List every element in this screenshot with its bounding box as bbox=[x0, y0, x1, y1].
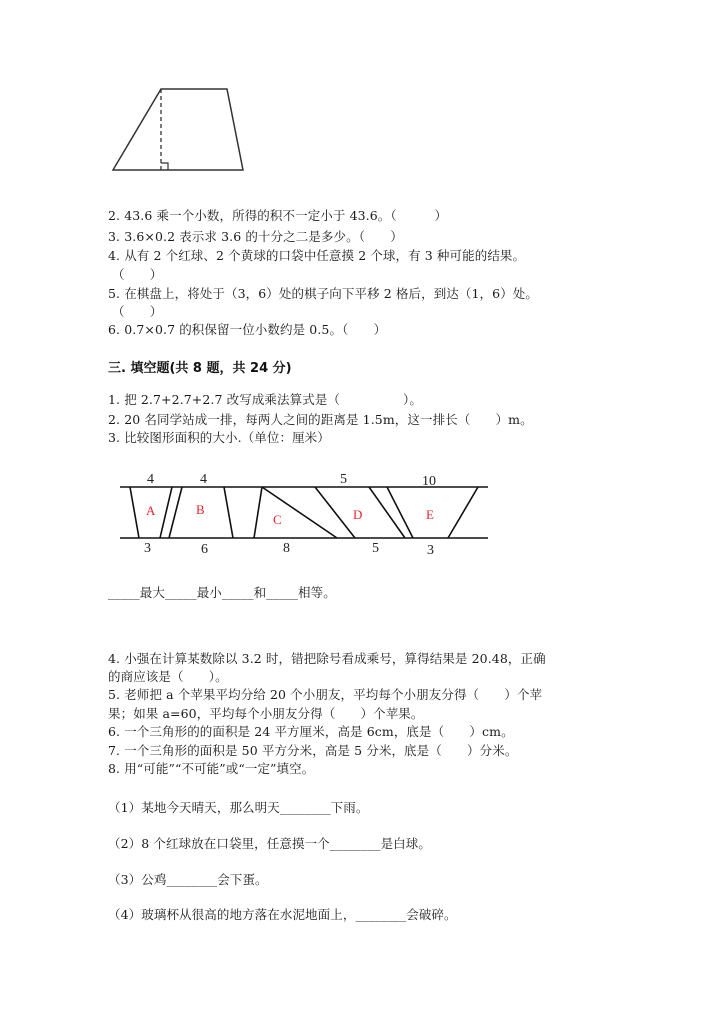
section-heading-fill-in: 三. 填空题(共 8 题，共 24 分) bbox=[108, 361, 292, 376]
bottom-label-b: 6 bbox=[201, 542, 208, 557]
shape-label-e: E bbox=[426, 507, 434, 522]
top-label-b: 4 bbox=[200, 472, 207, 487]
bottom-label-a: 3 bbox=[144, 541, 151, 556]
fill-item-1: 1. 把 2.7+2.7+2.7 改写成乘法算式是（ ）。 bbox=[108, 392, 422, 407]
judgement-item-6: 6. 0.7×0.7 的积保留一位小数约是 0.5。（ ） bbox=[108, 322, 387, 337]
fill-item-8-sub-4: （4）玻璃杯从很高的地方落在水泥地面上，________会破碎。 bbox=[108, 907, 457, 922]
top-label-a: 4 bbox=[147, 472, 154, 487]
fill-item-5: 5. 老师把 a 个苹果平均分给 20 个小朋友，平均每个小朋友分得（ ）个苹 bbox=[108, 687, 543, 702]
fill-item-8: 8. 用“可能”“不可能”或“一定”填空。 bbox=[108, 761, 315, 776]
fill-item-8-sub-2: （2）8 个红球放在口袋里，任意摸一个________是白球。 bbox=[108, 836, 431, 851]
fill-item-8-sub-3: （3）公鸡________会下蛋。 bbox=[108, 872, 268, 887]
fill-item-3: 3. 比较图形面积的大小.（单位：厘米） bbox=[108, 430, 330, 445]
judgement-item-4-answer: （ ） bbox=[112, 267, 163, 282]
area-comparison-figure bbox=[110, 465, 490, 565]
fill-item-2: 2. 20 名同学站成一排，每两人之间的距离是 1.5m，这一排长（ ）m。 bbox=[108, 412, 533, 427]
judgement-item-4: 4. 从有 2 个红球、2 个黄球的口袋中任意摸 2 个球，有 3 种可能的结果。 bbox=[108, 248, 526, 263]
bottom-label-c: 8 bbox=[283, 541, 290, 556]
fill-item-4: 4. 小强在计算某数除以 3.2 时，错把除号看成乘号，算得结果是 20.48，正确 bbox=[108, 651, 546, 666]
trapezoid-figure bbox=[100, 70, 300, 190]
bottom-label-d: 5 bbox=[372, 541, 379, 556]
shape-label-a: A bbox=[146, 503, 156, 518]
judgement-item-2: 2. 43.6 乘一个小数，所得的积不一定小于 43.6。（ ） bbox=[108, 208, 448, 223]
judgement-item-3: 3. 3.6×0.2 表示求 3.6 的十分之二是多少。（ ） bbox=[108, 229, 403, 244]
fill-item-7: 7. 一个三角形的面积是 50 平方分米，高是 5 分米，底是（ ）分米。 bbox=[108, 743, 518, 758]
shape-label-d: D bbox=[353, 507, 363, 522]
judgement-item-5-answer: （ ） bbox=[112, 304, 163, 319]
shape-label-c: C bbox=[273, 512, 282, 527]
fill-item-4-cont: 的商应该是（ ）。 bbox=[108, 669, 228, 684]
fill-item-5-cont: 果；如果 a=60，平均每个小朋友分得（ ）个苹果。 bbox=[108, 706, 424, 721]
area-compare-answer-line: _____最大_____最小_____和_____相等。 bbox=[108, 585, 336, 600]
shape-label-b: B bbox=[196, 502, 205, 517]
judgement-item-5: 5. 在棋盘上，将处于（3，6）处的棋子向下平移 2 格后，到达（1，6）处。 bbox=[108, 286, 539, 301]
fill-item-6: 6. 一个三角形的的面积是 24 平方厘米，高是 6cm，底是（ ）cm。 bbox=[108, 724, 514, 739]
fill-item-8-sub-1: （1）某地今天晴天，那么明天________下雨。 bbox=[108, 800, 369, 815]
top-label-d: 5 bbox=[340, 472, 347, 487]
bottom-label-e: 3 bbox=[427, 543, 434, 558]
top-label-e: 10 bbox=[422, 474, 436, 489]
